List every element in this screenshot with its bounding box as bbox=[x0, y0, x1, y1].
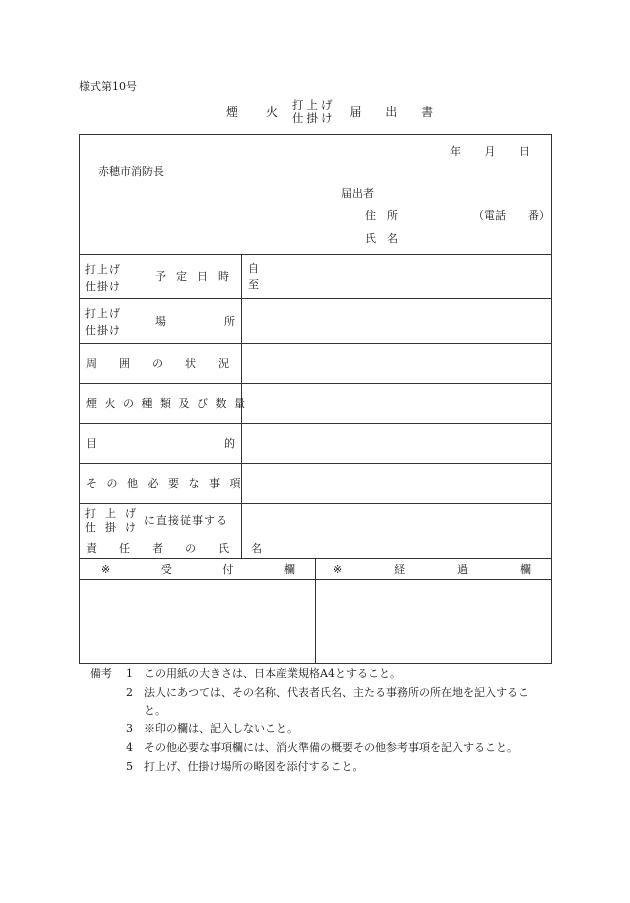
row-divider bbox=[79, 298, 552, 299]
frame-top bbox=[79, 134, 552, 135]
reception-column-header bbox=[101, 564, 295, 575]
title-part2-top: 打上げ bbox=[292, 97, 336, 112]
responsible-label-stack bbox=[85, 507, 145, 535]
surroundings-label: 周囲の状況 bbox=[86, 357, 251, 370]
title-stack bbox=[292, 99, 336, 125]
responsible-label-shikake: 仕掛け bbox=[85, 521, 145, 534]
day-label: 日 bbox=[519, 145, 530, 158]
row-divider bbox=[79, 503, 552, 504]
date-label-shikake: 仕掛け bbox=[85, 280, 121, 293]
address-label: 住 所 bbox=[365, 209, 398, 222]
reception-char-1: 受 bbox=[160, 563, 172, 576]
frame-right bbox=[551, 134, 552, 664]
date-label-uchiage: 打上げ bbox=[85, 263, 121, 276]
title-part1: 煙 火 bbox=[226, 105, 287, 119]
progress-char-3: 欄 bbox=[519, 563, 531, 576]
progress-mark: ※ bbox=[333, 563, 343, 576]
notes-label: 備考 bbox=[90, 667, 112, 680]
frame-left bbox=[79, 134, 80, 664]
note-item bbox=[126, 668, 401, 679]
place-label-uchiage: 打上げ bbox=[85, 307, 121, 320]
progress-char-2: 過 bbox=[457, 563, 469, 576]
form-title bbox=[226, 97, 443, 127]
row-divider bbox=[79, 463, 552, 464]
year-label: 年 bbox=[450, 145, 461, 158]
note-number: 1 bbox=[126, 667, 133, 680]
note-item bbox=[126, 761, 364, 772]
notifier-label: 届出者 bbox=[341, 187, 374, 200]
addressee: 赤穂市消防長 bbox=[98, 165, 164, 178]
note-text: この用紙の大きさは、日本産業規格A4とすること。 bbox=[144, 667, 401, 680]
date-row-label-stack bbox=[85, 261, 121, 295]
row-divider bbox=[79, 343, 552, 344]
reception-char-3: 欄 bbox=[284, 563, 295, 576]
note-text: その他必要な事項欄には、消火準備の概要その他参考事項を記入すること。 bbox=[144, 741, 518, 754]
place-label-shikake: 仕掛け bbox=[85, 324, 121, 337]
place-label-ba: 場 bbox=[155, 315, 166, 328]
note-item bbox=[126, 687, 529, 698]
note-text: ※印の欄は、記入しないこと。 bbox=[144, 722, 298, 735]
note-number: 3 bbox=[126, 722, 133, 735]
note-number: 5 bbox=[126, 760, 133, 773]
date-line bbox=[450, 146, 530, 157]
responsible-label-direct: に直接従事する bbox=[144, 514, 228, 527]
note-number: 4 bbox=[126, 741, 133, 754]
note-item bbox=[126, 705, 166, 716]
reception-char-2: 付 bbox=[222, 563, 234, 576]
reception-mark: ※ bbox=[101, 563, 111, 576]
column-divider bbox=[315, 558, 316, 664]
title-part3: 届 出 書 bbox=[349, 105, 444, 119]
phone-label: （電話 番） bbox=[473, 209, 550, 222]
place-label-sho: 所 bbox=[224, 315, 235, 328]
note-item bbox=[126, 723, 298, 734]
purpose-label-moku: 目 bbox=[86, 437, 97, 450]
form-number: 様式第10号 bbox=[79, 80, 137, 93]
note-text: 打上げ、仕掛け場所の略図を添付すること。 bbox=[144, 760, 364, 773]
note-text: 法人にあつては、その名称、代表者氏名、主たる事務所の所在地を記入するこ bbox=[144, 686, 529, 699]
fireworks-kinds-label: 煙火の種類及び数量 bbox=[86, 397, 253, 410]
progress-char-1: 経 bbox=[394, 563, 406, 576]
note-text: と。 bbox=[144, 704, 166, 717]
note-number: 2 bbox=[126, 686, 133, 699]
other-matters-label: その他必要な事項 bbox=[86, 477, 250, 490]
purpose-label-teki: 的 bbox=[224, 437, 235, 450]
responsible-person-name-label: 責任者の氏名 bbox=[86, 542, 284, 555]
title-part2-bottom: 仕掛け bbox=[292, 111, 336, 125]
place-row-label-stack bbox=[85, 305, 121, 339]
scheduled-date-label: 予定日時 bbox=[155, 270, 239, 283]
name-label: 氏 名 bbox=[365, 232, 398, 245]
row-divider bbox=[79, 383, 552, 384]
note-item bbox=[126, 742, 518, 753]
date-from-label: 自 bbox=[248, 262, 259, 275]
row-divider bbox=[79, 254, 552, 255]
progress-column-header bbox=[333, 564, 531, 575]
month-label: 月 bbox=[484, 145, 496, 158]
responsible-label-uchiage: 打上げ bbox=[85, 507, 145, 520]
row-divider bbox=[79, 423, 552, 424]
date-to-label: 至 bbox=[248, 278, 259, 291]
